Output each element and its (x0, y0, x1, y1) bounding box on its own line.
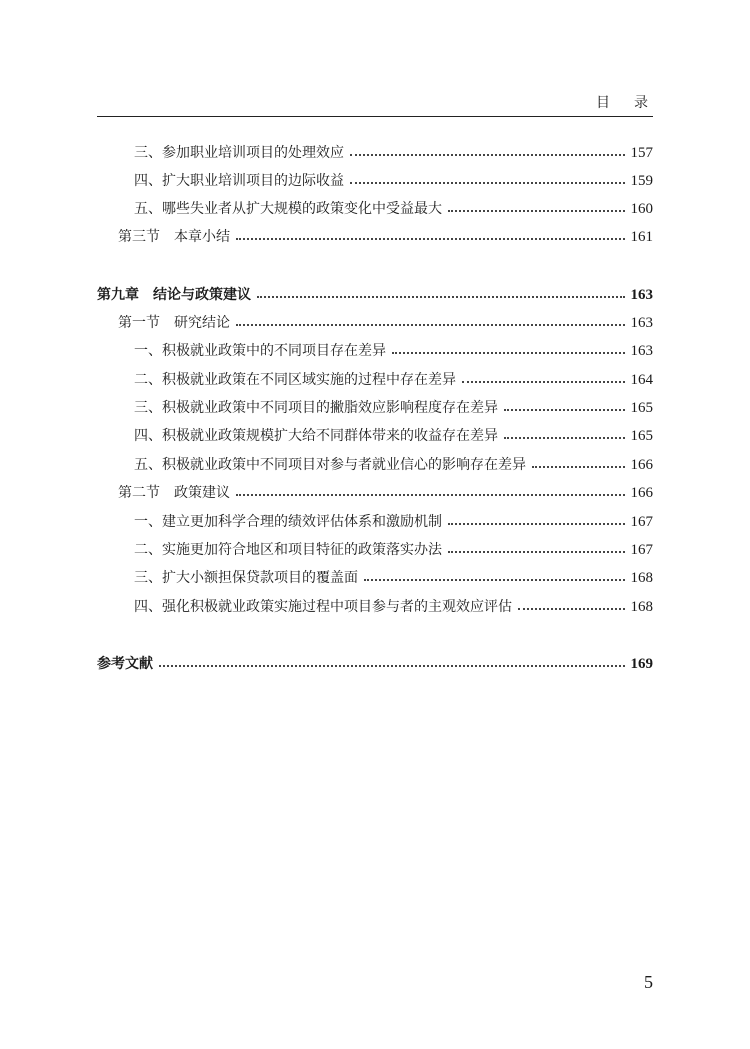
toc-entry (134, 563, 653, 587)
toc-leader-dots (448, 523, 625, 525)
toc-entry-label: 二、实施更加符合地区和项目特征的政策落实办法 (134, 542, 442, 558)
toc-leader-dots (462, 381, 625, 383)
toc-entry-page: 165 (630, 400, 653, 416)
toc-entry (134, 421, 653, 445)
toc-entry-page: 161 (630, 229, 653, 245)
toc-entry-page: 169 (630, 656, 653, 672)
toc-leader-dots (448, 551, 625, 553)
header-rule (97, 116, 653, 117)
toc-entry-page: 168 (630, 570, 653, 586)
toc-entry-label: 四、强化积极就业政策实施过程中项目参与者的主观效应评估 (134, 599, 512, 615)
toc-entry-page: 166 (630, 457, 653, 473)
toc-entry-page: 165 (630, 428, 653, 444)
toc-leader-dots (350, 182, 625, 184)
toc-entry (118, 478, 653, 502)
toc-leader-dots (518, 608, 625, 610)
toc-entry-page: 167 (630, 542, 653, 558)
toc-entry-page: 166 (630, 485, 653, 501)
toc-entry-label: 四、积极就业政策规模扩大给不同群体带来的收益存在差异 (134, 428, 498, 444)
toc-entry-page: 164 (630, 372, 653, 388)
toc-entry-label: 三、扩大小额担保贷款项目的覆盖面 (134, 570, 358, 586)
toc-entry-label: 四、扩大职业培训项目的边际收益 (134, 173, 344, 189)
toc-entry-page: 163 (630, 315, 653, 331)
toc-leader-dots (159, 665, 625, 667)
toc-leader-dots (392, 352, 625, 354)
toc-entry-page: 163 (630, 343, 653, 359)
toc-entry (134, 194, 653, 218)
toc-entry-label: 第一节 研究结论 (118, 315, 230, 331)
toc-entry (97, 649, 653, 673)
toc-entry-label: 第九章 结论与政策建议 (97, 287, 251, 303)
toc-entry (97, 280, 653, 304)
toc-entry-page: 157 (630, 145, 653, 161)
toc-entry-label: 一、建立更加科学合理的绩效评估体系和激励机制 (134, 514, 442, 530)
toc-entry-page: 160 (630, 201, 653, 217)
toc-leader-dots (504, 437, 625, 439)
toc-leader-dots (364, 579, 625, 581)
toc-entry (134, 336, 653, 360)
toc-entry-label: 第二节 政策建议 (118, 485, 230, 501)
toc-entry (134, 535, 653, 559)
toc-leader-dots (532, 466, 625, 468)
toc-entry (134, 166, 653, 190)
toc-entry (134, 138, 653, 162)
toc-entry-label: 三、积极就业政策中不同项目的撇脂效应影响程度存在差异 (134, 400, 498, 416)
toc-leader-dots (350, 154, 625, 156)
toc-entry (118, 222, 653, 246)
toc-leader-dots (236, 494, 625, 496)
toc-entry-label: 参考文献 (97, 656, 153, 672)
toc-entry-label: 五、积极就业政策中不同项目对参与者就业信心的影响存在差异 (134, 457, 526, 473)
toc-entry (134, 365, 653, 389)
toc-entry (134, 450, 653, 474)
toc-leader-dots (257, 296, 625, 298)
toc-leader-dots (236, 238, 625, 240)
toc-entry-label: 三、参加职业培训项目的处理效应 (134, 145, 344, 161)
toc-entry-label: 二、积极就业政策在不同区域实施的过程中存在差异 (134, 372, 456, 388)
toc-entry-label: 一、积极就业政策中的不同项目存在差异 (134, 343, 386, 359)
toc-entry-page: 159 (630, 173, 653, 189)
page-number: 5 (644, 972, 653, 992)
toc-entry (134, 507, 653, 531)
running-header-title: 目录 (596, 95, 672, 111)
toc-entry (118, 308, 653, 332)
toc-leader-dots (448, 210, 625, 212)
toc-entry-label: 五、哪些失业者从扩大规模的政策变化中受益最大 (134, 201, 442, 217)
toc-entry (134, 592, 653, 616)
toc-entry-label: 第三节 本章小结 (118, 229, 230, 245)
toc-entry-page: 168 (630, 599, 653, 615)
toc-entry (134, 393, 653, 417)
toc-leader-dots (236, 324, 625, 326)
toc-entry-page: 163 (630, 287, 653, 303)
toc-leader-dots (504, 409, 625, 411)
toc-entry-page: 167 (630, 514, 653, 530)
